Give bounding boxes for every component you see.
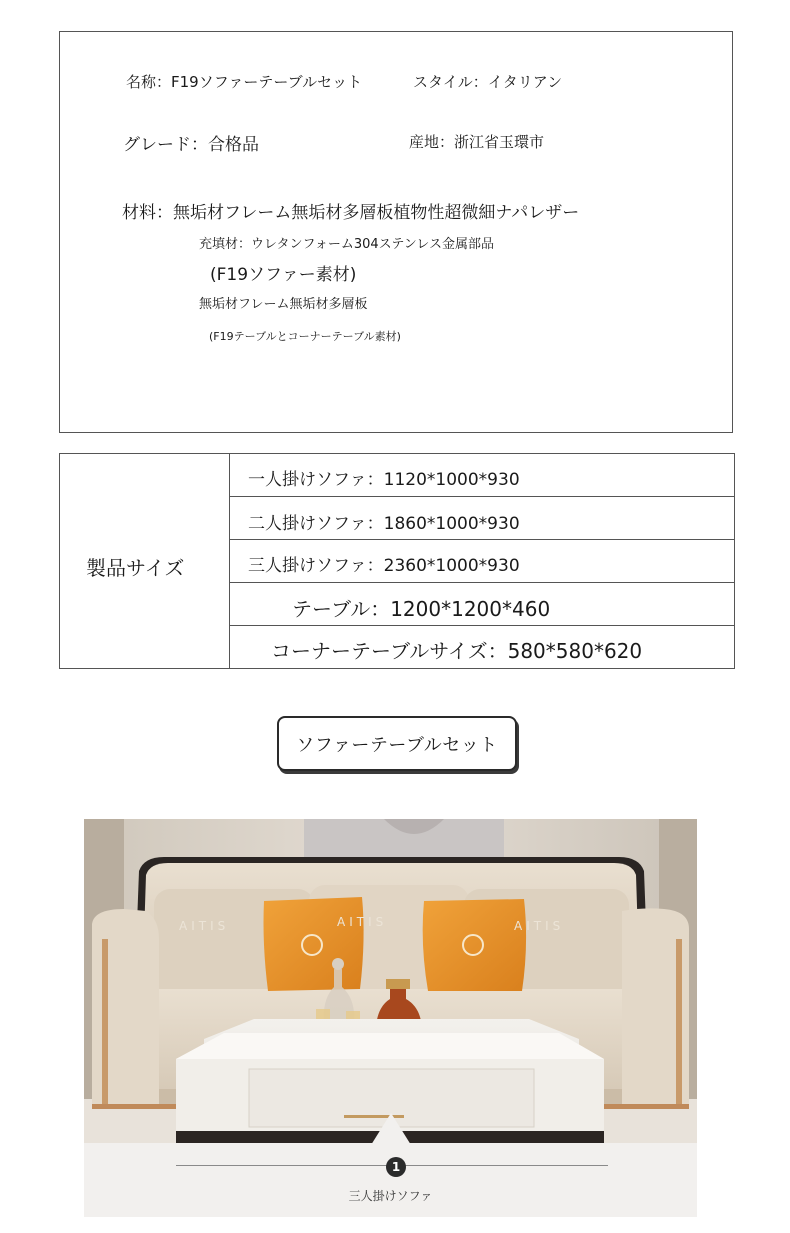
size-row-text: 三人掛けソファ：2360*1000*930 (248, 556, 520, 576)
product-material: 材料：無垢材フレーム無垢材多層板植物性超微細ナパレザー (122, 203, 580, 223)
photo-caption: 三人掛けソファ (348, 1189, 433, 1203)
product-photo (84, 819, 697, 1217)
pillow-brand-left: AITIS (179, 919, 230, 933)
size-row-text: 一人掛けソファ：1120*1000*930 (248, 470, 520, 490)
sofa-table-set-button[interactable]: ソファーテーブルセット (277, 716, 517, 771)
caption-pointer-icon (371, 1113, 411, 1145)
size-row (229, 583, 734, 626)
product-name: 名称：F19ソファーテーブルセット (126, 73, 363, 91)
size-row (229, 626, 734, 668)
size-row (229, 540, 734, 583)
pillow-brand-center: AITIS (337, 915, 388, 929)
sofa-material-note: (F19ソファー素材) (210, 265, 357, 285)
table-material: 無垢材フレーム無垢材多層板 (199, 297, 368, 312)
table-material-note: (F19テーブルとコーナーテーブル素材) (209, 330, 401, 343)
pillow-brand-right: AITIS (514, 919, 565, 933)
product-origin: 産地：浙江省玉環市 (409, 133, 545, 151)
size-heading-cell (60, 454, 230, 668)
product-grade: グレード：合格品 (123, 135, 259, 155)
product-filling: 充填材：ウレタンフォーム304ステンレス金属部品 (199, 237, 495, 252)
size-heading: 製品サイズ (86, 556, 185, 580)
size-row (229, 454, 734, 497)
size-table (59, 453, 735, 669)
size-row-text: 二人掛けソファ：1860*1000*930 (248, 514, 520, 534)
size-row-text: テーブル：1200*1200*460 (292, 597, 551, 621)
product-style: スタイル：イタリアン (413, 73, 563, 91)
size-row-text: コーナーテーブルサイズ：580*580*620 (271, 639, 643, 663)
caption-number-badge: 1 (386, 1157, 406, 1177)
caption-strip (84, 1143, 697, 1217)
size-row (229, 497, 734, 540)
